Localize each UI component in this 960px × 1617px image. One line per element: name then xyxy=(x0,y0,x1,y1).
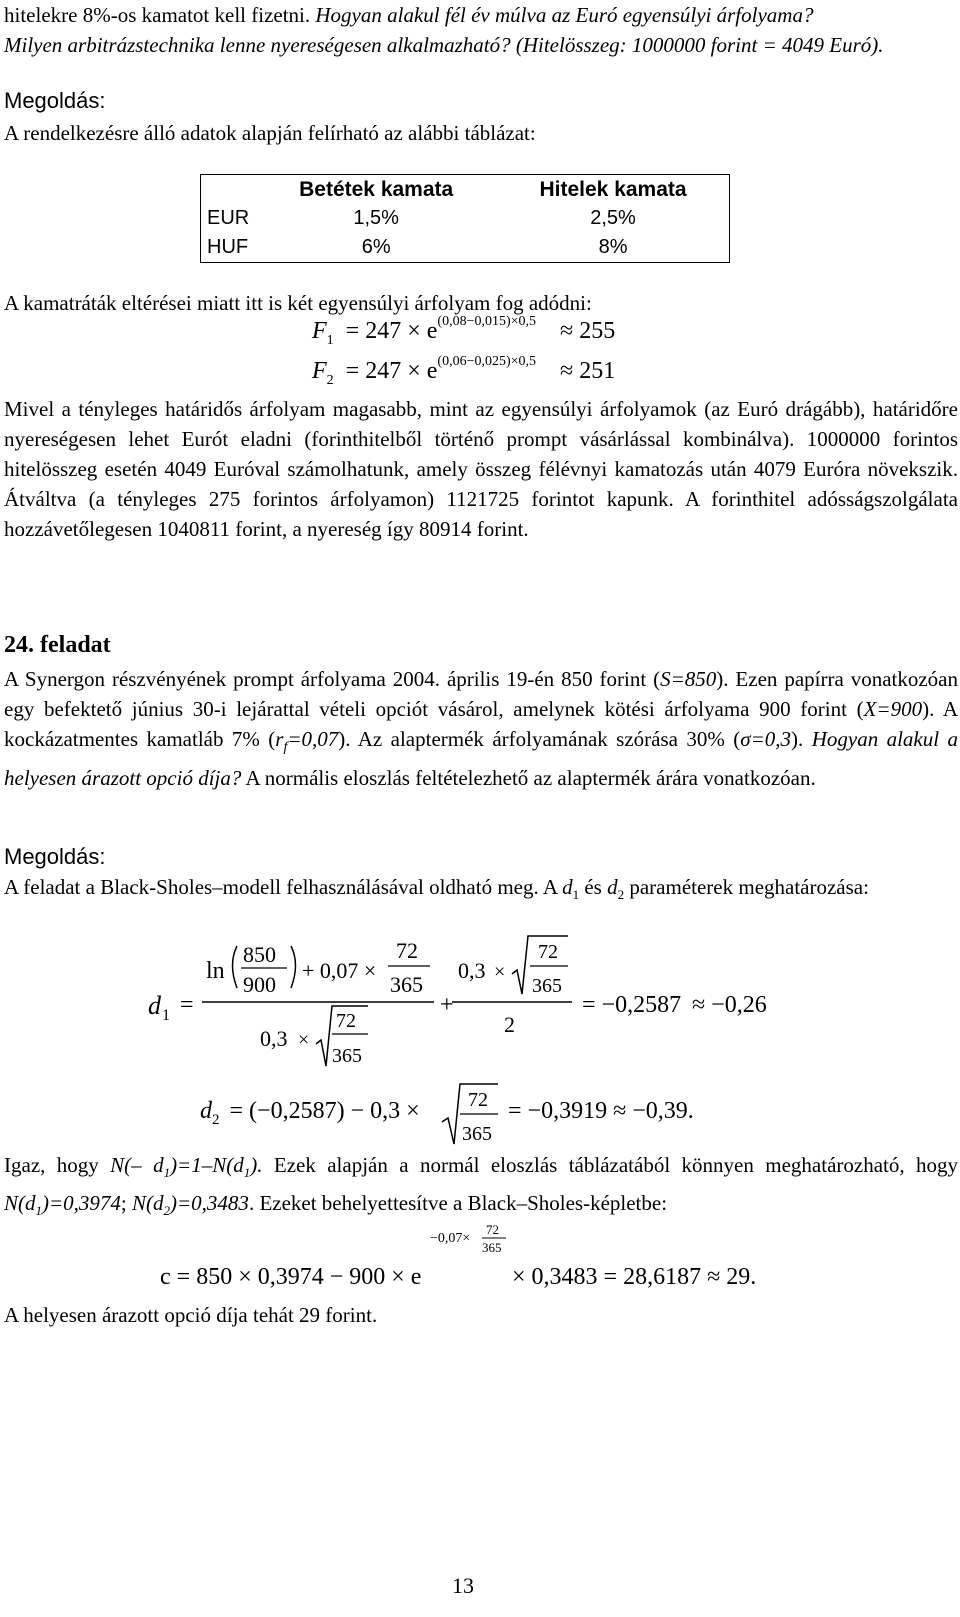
nd1-value xyxy=(4,1191,121,1219)
rf-value: =0,07 xyxy=(287,727,339,751)
eq-f1-exponent: (0,08−0,015)×0,5 xyxy=(437,314,537,329)
ln-text: ln xyxy=(206,958,225,984)
eq-f2-base: = 247 × e xyxy=(345,358,438,384)
eq-f2-exponent: (0,06−0,025)×0,5 xyxy=(437,354,537,369)
c-formula-rhs: × 0,3483 = 28,6187 ≈ 29. xyxy=(512,1264,757,1290)
n-rel-a: N(– d xyxy=(110,1153,164,1177)
table-row xyxy=(201,233,730,263)
intro-text: és xyxy=(579,875,608,899)
final-answer: A helyesen árazott opció díja tehát 29 forint. xyxy=(4,1303,378,1327)
table-header-empty xyxy=(201,175,256,205)
eq-f1-result: 255 xyxy=(579,318,616,344)
n-relation xyxy=(110,1153,263,1181)
nd1-sub: 1 xyxy=(35,1203,42,1219)
d2-result: = −0,3919 ≈ −0,39. xyxy=(508,1098,694,1124)
table-cell: 1,5% xyxy=(353,207,399,229)
eq-f1-sub: 1 xyxy=(326,332,334,348)
d1-sub: 1 xyxy=(572,887,580,903)
sqrt2-num: 72 xyxy=(538,941,558,963)
intro-text: A feladat a Black-Sholes–modell felhasználásával oldható meg. A xyxy=(4,875,563,899)
task-paragraph xyxy=(4,664,958,793)
top-question-1: Hogyan alakul fél év múlva az Euró egyensúlyi árfolyama? xyxy=(315,3,814,27)
right-paren xyxy=(291,946,296,988)
task-text: A Synergon részvényének prompt árfolyama 2004. április 19-én 850 forint ( xyxy=(4,667,661,691)
eq-f1-base: = 247 × e xyxy=(345,318,438,344)
task-text: ). Ezen papírra vonatkozóan egy befektető június 30-i lejárattal vételi opciót vásárol, amelynek kötési árfolyama 900 forint ( xyxy=(4,667,958,721)
sqrt-num: 72 xyxy=(336,1010,356,1032)
table-header-row xyxy=(201,175,730,205)
d2-sqrt-den: 365 xyxy=(462,1123,492,1145)
d1-eq-result: = −0,2587 xyxy=(582,992,682,1018)
task-title: 24. feladat xyxy=(4,632,111,658)
para-text: Ezek alapján a normál eloszlás táblázatából könnyen meghatározható, hogy xyxy=(262,1153,958,1177)
table-cell: 2,5% xyxy=(590,207,636,229)
nd1: N(d xyxy=(4,1191,36,1216)
x-value: 900 xyxy=(243,972,276,997)
table-cell: HUF xyxy=(207,236,249,258)
nd2-value xyxy=(132,1191,249,1219)
table-cell: EUR xyxy=(207,207,250,229)
d1-approx-result: ≈ −0,26 xyxy=(692,992,767,1018)
nd2-sub: 2 xyxy=(163,1203,171,1219)
eq-f2-result: 251 xyxy=(579,358,616,384)
d2-mid: = (−0,2587) − 0,3 × xyxy=(229,1098,420,1124)
sigma-value: 0,3 xyxy=(260,1026,288,1051)
c-exp-num: 72 xyxy=(486,1222,499,1237)
page-number: 13 xyxy=(452,1573,474,1598)
sqrt-den: 365 xyxy=(332,1045,362,1067)
intro-text: paraméterek meghatározása: xyxy=(624,875,869,899)
normal-distribution-paragraph xyxy=(4,1150,958,1226)
n-rel-c: ). xyxy=(250,1153,263,1177)
task-text: ). xyxy=(791,727,812,751)
task-s-value: S=850 xyxy=(660,667,717,691)
table-header-deposit: Betétek kamata xyxy=(299,177,454,201)
task-text: A normális eloszlás feltételezhető az alaptermék árára vonatkozóan. xyxy=(241,766,816,791)
rf-symbol: r xyxy=(275,727,284,751)
after-table-text: A kamatráták eltérései miatt itt is két egyensúlyi árfolyam fog adódni: xyxy=(4,291,592,315)
separator: ; xyxy=(120,1191,133,1216)
sqrt2-den: 365 xyxy=(532,975,562,997)
task-text: ). Az alaptermék árfolyamának szórása 30% ( xyxy=(338,727,741,751)
table-cell: 8% xyxy=(598,236,628,258)
interest-rate-table xyxy=(200,174,730,263)
para-text: . Ezeket behelyettesítve a Black–Sholes-képletbe: xyxy=(248,1191,668,1216)
task-question: Hogyan alakul a helyesen árazott opció díja? xyxy=(4,727,958,791)
d2-sqrt-num: 72 xyxy=(468,1089,488,1111)
solution-heading-1: Megoldás: xyxy=(4,88,106,113)
equation-f1 xyxy=(312,314,616,349)
black-scholes-intro xyxy=(4,872,958,910)
task-x-value: X=900 xyxy=(863,697,923,721)
n-rel-sub2: 1 xyxy=(243,1165,251,1181)
conclusion-paragraph: Mivel a tényleges határidős árfolyam magasabb, mint az egyensúlyi árfolyamok (az Euró drágább), határidőre nyereségesen lehet Eurót eladni (forinthitelből történő prompt vásárlással kombinálva). 1000000 forintos hitelösszeg esetén 4049 Euróval számolhatunk, amely összeg félévnyi kamatozás után 4079 Euróra növekszik. Átváltva (a tényleges 275 forintos árfolyamon) 1121725 forintot kapunk. A forinthitel adósságszolgálata hozzávetőlegesen 1040811 forint, a nyereség így 80914 forint. xyxy=(4,397,958,541)
d2-formula xyxy=(200,1098,420,1129)
sigma-value-2: 0,3 xyxy=(458,958,486,983)
plus-r: + 0,07 × xyxy=(302,958,377,983)
c-exp-den: 365 xyxy=(482,1240,502,1255)
table-cell: 6% xyxy=(361,236,391,258)
nd2-val: )=0,3483 xyxy=(170,1191,249,1216)
d1-lhs: d xyxy=(148,991,161,1020)
d1-lhs-sub: 1 xyxy=(162,1007,170,1024)
table-header-loan: Hitelek kamata xyxy=(539,177,687,201)
nd2: N(d xyxy=(132,1191,164,1216)
eq-f1-lhs: F xyxy=(312,318,327,344)
d1-symbol: d xyxy=(562,875,573,899)
c-exponent xyxy=(430,1222,512,1272)
rf-subscript: f xyxy=(283,740,288,756)
equals-sign: = xyxy=(180,992,194,1018)
t-den: 365 xyxy=(390,972,423,997)
n-rel-sub: 1 xyxy=(163,1165,171,1181)
times-sign: × xyxy=(298,1029,310,1051)
d2-sqrt xyxy=(440,1080,500,1150)
solution-heading-2: Megoldás: xyxy=(4,844,106,869)
eq-f2-lhs: F xyxy=(312,358,327,384)
table-row xyxy=(201,204,730,233)
eq-f2-approx: ≈ xyxy=(560,358,574,384)
equation-f2 xyxy=(312,354,616,389)
table-intro: A rendelkezésre álló adatok alapján felírható az alábbi táblázat: xyxy=(4,121,536,145)
c-exp-a: −0,07× xyxy=(430,1231,471,1246)
c-formula-lhs: c = 850 × 0,3974 − 900 × e xyxy=(160,1264,422,1290)
eq-f1-approx: ≈ xyxy=(560,318,574,344)
two-denominator: 2 xyxy=(504,1012,515,1037)
s-value: 850 xyxy=(243,942,276,967)
plus-sign: + xyxy=(440,992,454,1018)
n-rel-b: )=1–N(d xyxy=(170,1153,244,1177)
task-rf-value xyxy=(275,727,339,756)
d1-formula xyxy=(140,934,820,1084)
t-num: 72 xyxy=(396,938,418,963)
nd1-val: )=0,3974 xyxy=(42,1191,121,1216)
top-line-1-text: hitelekre 8%-os kamatot kell fizetni. xyxy=(4,3,316,27)
top-line-2: Milyen arbitrázstechnika lenne nyereségesen alkalmazható? (Hitelösszeg: 1000000 forint = 4049 Euró). xyxy=(4,33,884,57)
d2-lhs-sub: 2 xyxy=(212,1111,220,1128)
task-text: ). A kockázatmentes kamatláb 7% ( xyxy=(4,697,958,751)
times-sign-2: × xyxy=(494,961,506,983)
top-line-1 xyxy=(4,0,813,30)
task-sigma-value: σ=0,3 xyxy=(740,727,792,751)
eq-f2-sub: 2 xyxy=(326,372,334,388)
para-text: Igaz, hogy xyxy=(4,1153,111,1177)
left-paren xyxy=(233,946,238,988)
d2-sub: 2 xyxy=(617,887,625,903)
d2-symbol: d xyxy=(607,875,618,899)
d2-lhs: d xyxy=(200,1098,212,1124)
